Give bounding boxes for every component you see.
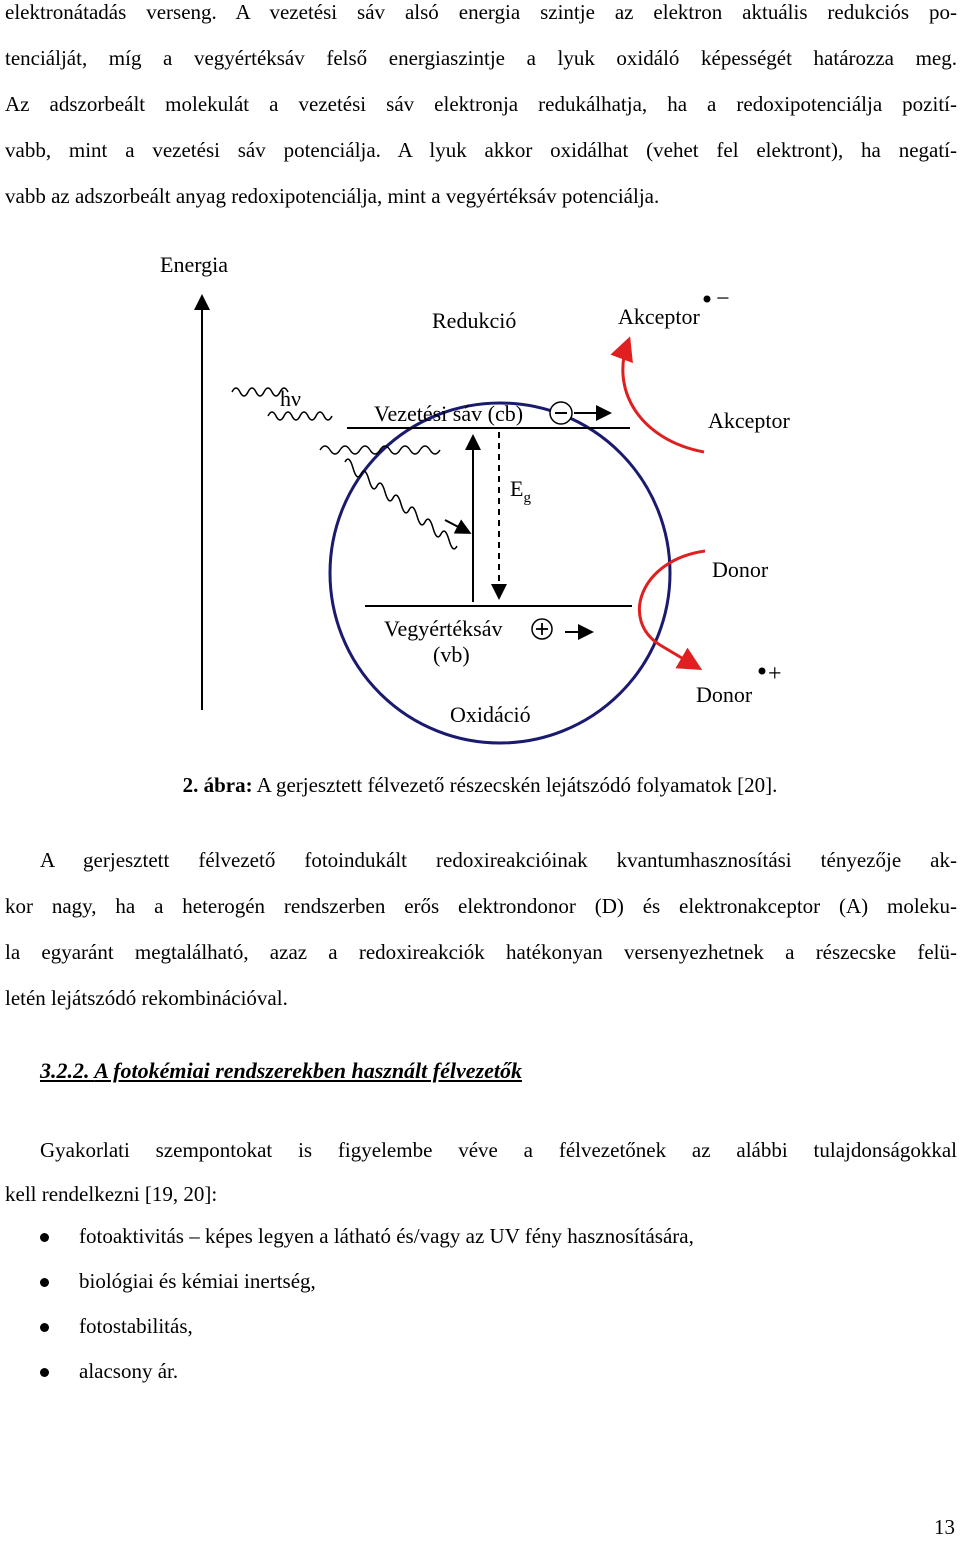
- page-number: 13: [934, 1515, 955, 1539]
- caption-text: A gerjesztett félvezető részecskén lejátszódó folyamatok [20].: [252, 773, 778, 797]
- text-line: kor nagy, ha a heterogén rendszerben erős elektrondonor (D) és elektronakceptor (A) moleku-: [5, 894, 957, 918]
- acceptor-mid-label: Akceptor: [708, 408, 790, 433]
- text-line: Az adszorbeált molekulát a vezetési sáv elektronja redukálhatja, ha a redoxipotenciálja pozití-: [5, 92, 957, 116]
- bullet-icon: [40, 1233, 49, 1242]
- text-line: vabb az adszorbeált anyag redoxipotenciálja, mint a vegyértéksáv potenciálja.: [5, 184, 660, 208]
- photon-wave-icon: [345, 459, 457, 549]
- donor-bottom-label: Donor: [696, 682, 753, 707]
- text-line: tenciálját, míg a vegyértéksáv felső energiaszintje a lyuk oxidáló képességét határozza meg.: [5, 46, 957, 70]
- text-line: A gerjesztett félvezető fotoindukált redoxireakcióinak kvantumhasznosítási tényezője ak-: [40, 848, 957, 872]
- text-line: kell rendelkezni [19, 20]:: [5, 1182, 218, 1206]
- caption-prefix: 2. ábra:: [182, 773, 253, 797]
- acceptor-top-label: Akceptor: [618, 304, 700, 329]
- valence-band-label: Vegyértéksáv: [384, 616, 503, 641]
- section-title: A fotokémiai rendszerekben használt félvezetők: [94, 1058, 522, 1083]
- text-line: vabb, mint a vezetési sáv potenciálja. A lyuk akkor oxidálhat (vehet fel elektront), ha negatí-: [5, 138, 957, 162]
- text-line: la egyaránt megtalálható, azaz a redoxireakciók hatékonyan versenyezhetnek a részecske felü-: [5, 940, 957, 964]
- minus-sign: −: [716, 286, 730, 312]
- donor-oxidation-red-arrow: [639, 551, 705, 667]
- conduction-band-label: Vezetési sáv (cb): [374, 401, 524, 426]
- eg-label: $E_g$: [510, 476, 531, 506]
- band-diagram-figure: [0, 240, 960, 760]
- plus-sign: +: [768, 661, 782, 687]
- figure-caption: [0, 773, 960, 798]
- hv-label: hν: [280, 386, 301, 411]
- reduction-label: Redukció: [432, 308, 517, 333]
- photon-wave-icon: [268, 412, 332, 420]
- hole-dot-icon: [759, 668, 766, 675]
- oxidation-label: Oxidáció: [450, 702, 531, 727]
- bullet-icon: [40, 1278, 49, 1287]
- photon-arrow-head-icon: [445, 520, 468, 532]
- energy-label: Energia: [160, 252, 229, 277]
- section-heading: [40, 1058, 522, 1084]
- text-line: elektronátadás verseng. A vezetési sáv alsó energia szintje az elektron aktuális redukciós po-: [5, 0, 957, 24]
- text-line: letén lejátszódó rekombinációval.: [5, 986, 288, 1010]
- section-number: 3.2.2.: [40, 1058, 90, 1083]
- bullet-icon: [40, 1323, 49, 1332]
- electron-dot-icon: [704, 296, 711, 303]
- acceptor-reduction-red-arrow: [623, 342, 704, 452]
- bullet-icon: [40, 1368, 49, 1377]
- valence-band-label-sub: (vb): [433, 642, 470, 667]
- text-line: Gyakorlati szempontokat is figyelembe véve a félvezetőnek az alábbi tulajdonságokkal: [40, 1138, 957, 1162]
- document-page: elektronátadás verseng. A vezetési sáv alsó energia szintje az elektron aktuális redukciós po- tenciálját, míg a vegyértéksáv felső energiaszintje a lyuk oxidáló képességét határozza meg. Az adszorbeált molekulát a vezetési sáv elektronja redukálhatja, ha a redoxipotenciálja pozití- vabb, mint a vezetési sáv potenciálja. A lyuk akkor oxidálhat (vehet fel elektront), ha negatí- vabb az adszorbeált anyag redoxipotenciálja, mint a vegyértéksáv potenciálja. Energia $E_g$ hν Redukció Akceptor − Vezetési sáv (cb) Akceptor Donor Vegyértéksáv (vb) Oxidáció Donor + 2. ábra: A gerjesztett félvezető részecskén lejátszódó folyamatok [20]. A gerjesztett félvezető fotoindukált redoxireakcióinak kvantumhasznosítási tényezője ak- kor nagy, ha a heterogén rendszerben erős elektrondonor (D) és elektronakceptor (A) moleku- la egyaránt megtalálható, azaz a redoxireakciók hatékonyan versenyezhetnek a részecske felü- letén lejátszódó rekombinációval. 3.2.2. A fotokémiai rendszerekben használt félvezetők Gyakorlati szempontokat is figyelembe véve a félvezetőnek az alábbi tulajdonságokkal kell rendelkezni [19, 20]: fotoaktivitás – képes legyen a látható és/vagy az UV fény hasznosítására, biológiai és kémiai inertség, fotostabilitás, alacsony ár. 13: [0, 0, 960, 1543]
- donor-mid-label: Donor: [712, 557, 769, 582]
